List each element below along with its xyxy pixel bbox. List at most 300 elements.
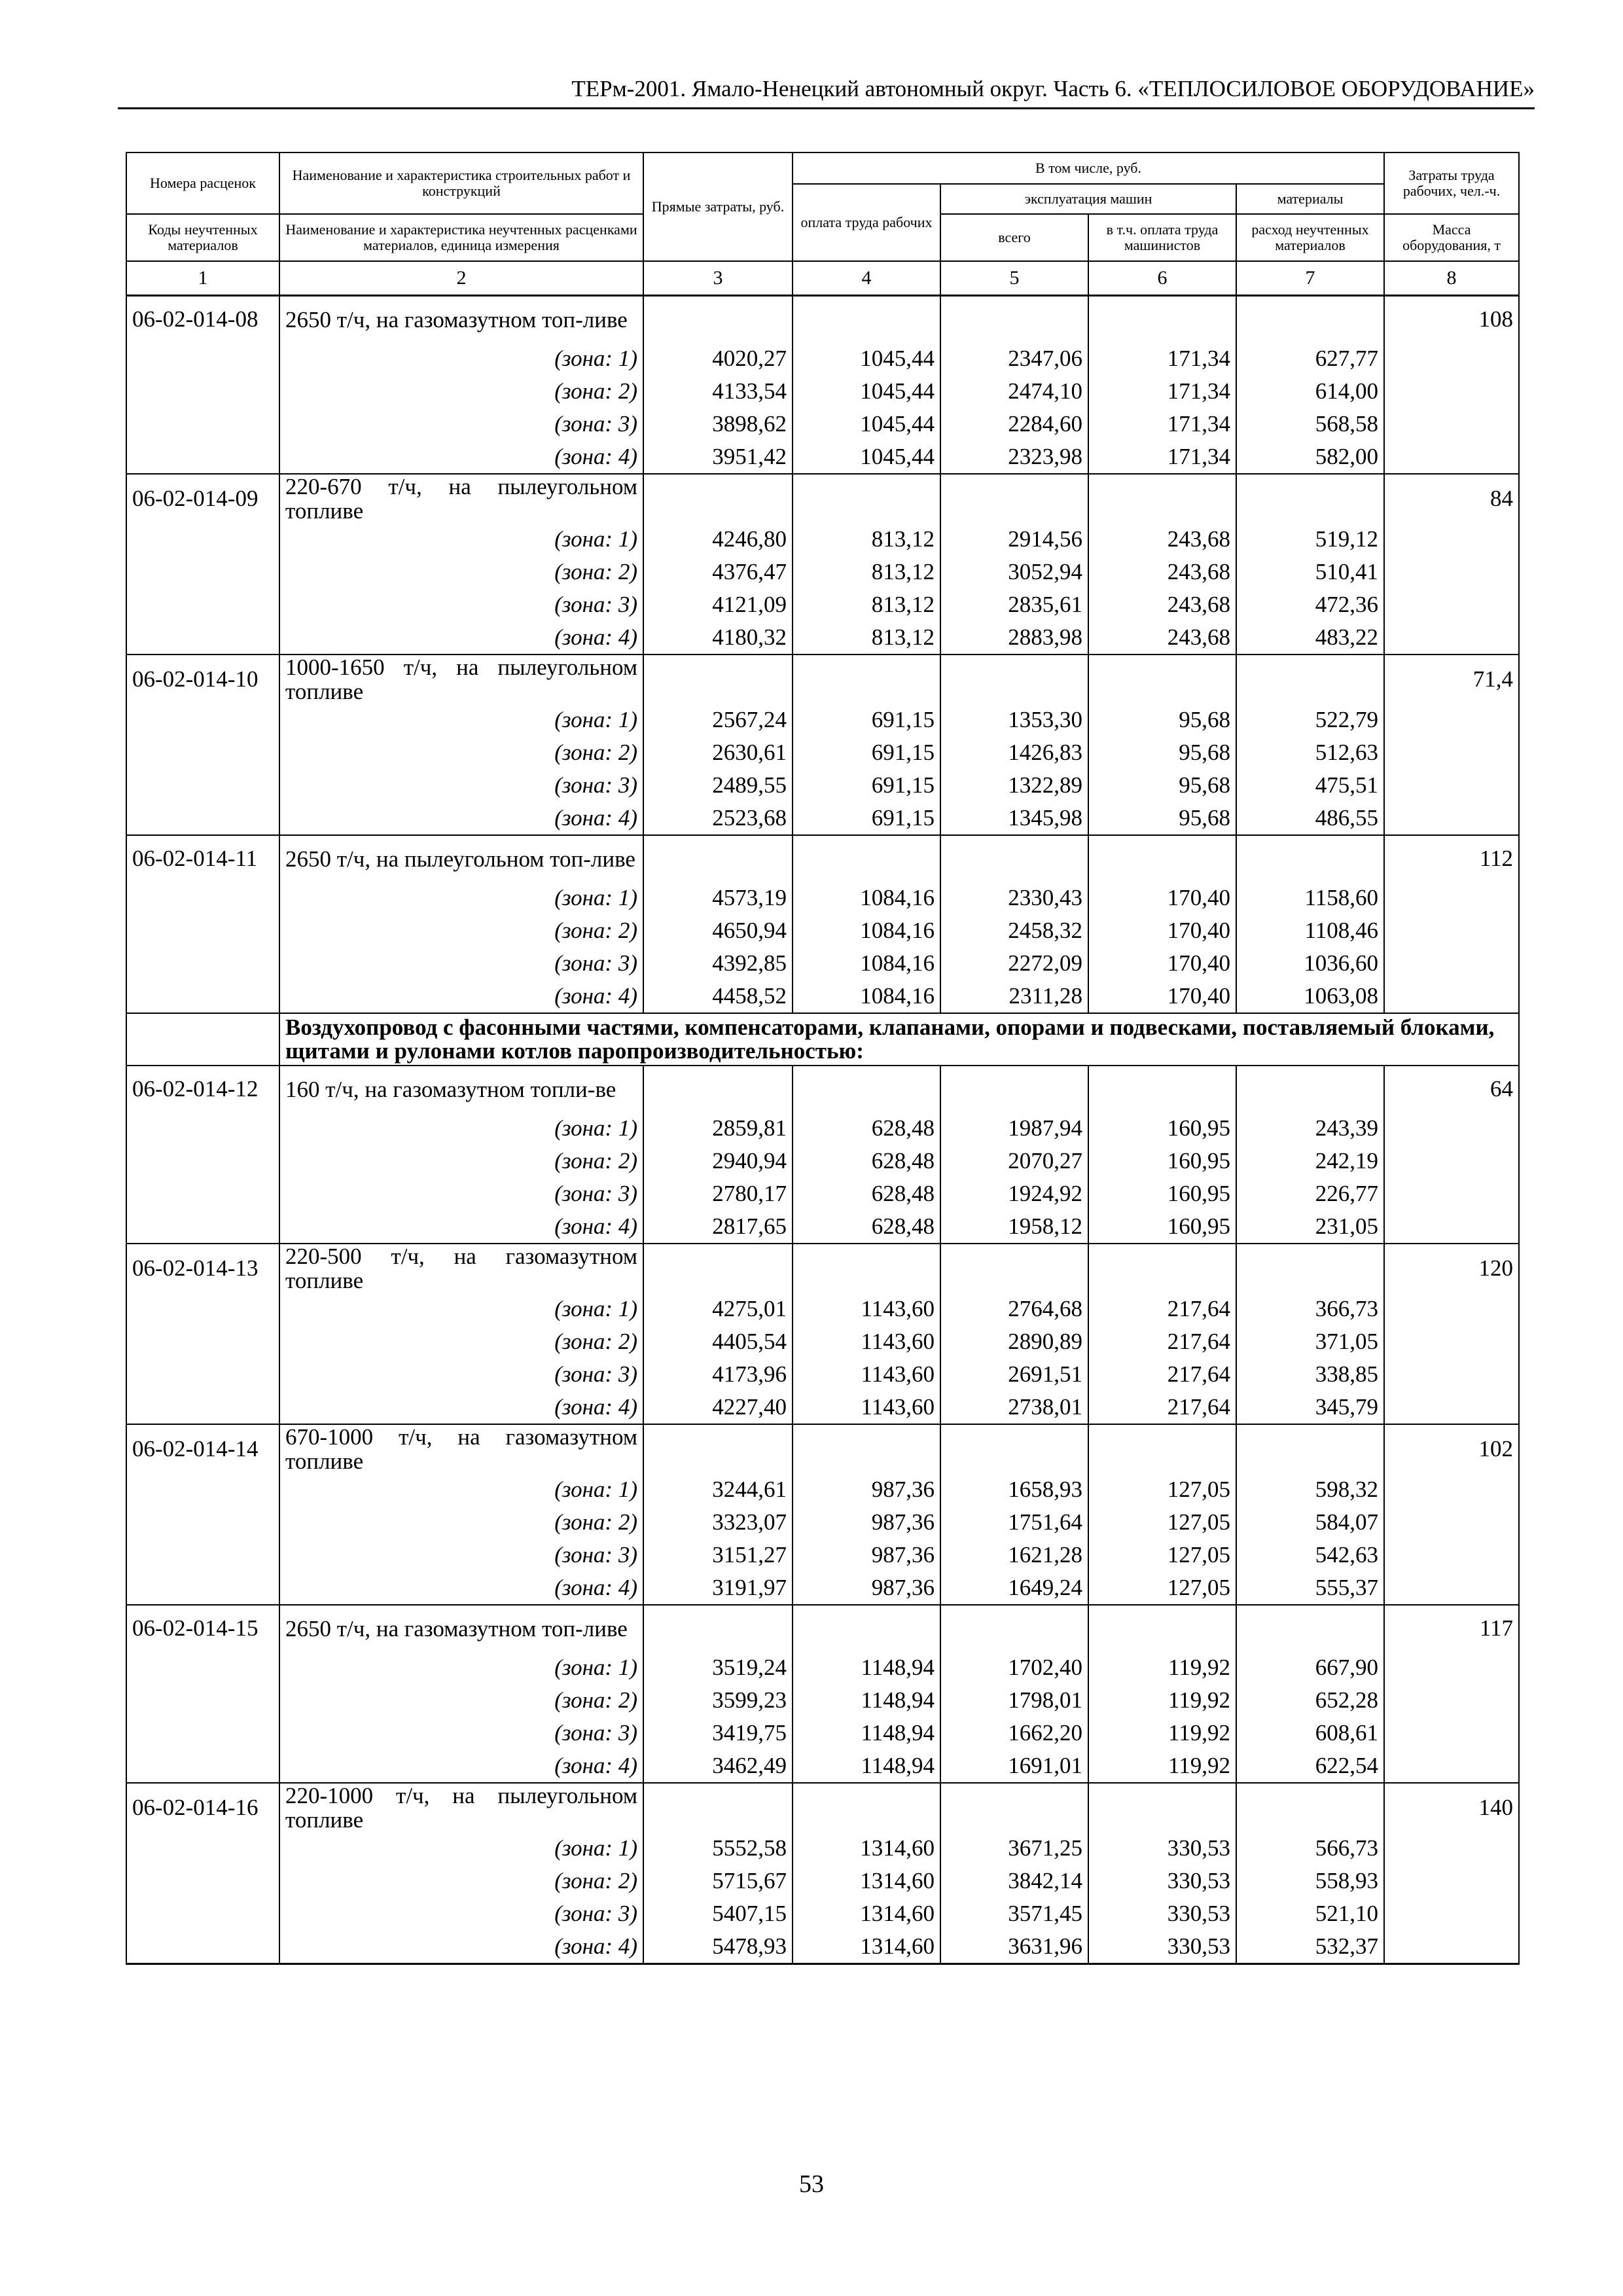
worker-pay-value: 987,36 (793, 1539, 940, 1571)
direct-costs-value: 5552,58 (643, 1832, 793, 1865)
zone-label: (зона: 3) (279, 1539, 643, 1571)
zone-label: (зона: 1) (279, 1293, 643, 1325)
worker-pay-value: 1084,16 (793, 980, 940, 1013)
machinist-pay-value: 160,95 (1088, 1145, 1236, 1177)
worker-pay-value: 1045,44 (793, 375, 940, 408)
rate-group-title-row (126, 1605, 1519, 1651)
zone-label: (зона: 3) (279, 947, 643, 980)
direct-costs-value: 3151,27 (643, 1539, 793, 1571)
worker-pay-value: 1084,16 (793, 947, 940, 980)
worker-pay-value: 628,48 (793, 1210, 940, 1244)
worker-pay-value: 1314,60 (793, 1832, 940, 1865)
empty-cell (1236, 474, 1384, 523)
zone-label: (зона: 4) (279, 980, 643, 1013)
empty-cell (126, 1112, 279, 1145)
empty-cell (1236, 1424, 1384, 1473)
empty-cell (1384, 375, 1519, 408)
zone-row (126, 1717, 1519, 1749)
machinist-pay-value: 127,05 (1088, 1506, 1236, 1539)
empty-cell (793, 1605, 940, 1651)
empty-cell (1384, 1651, 1519, 1684)
zone-row (126, 588, 1519, 621)
worker-pay-value: 813,12 (793, 588, 940, 621)
zone-label: (зона: 2) (279, 736, 643, 769)
empty-cell (1088, 1605, 1236, 1651)
rate-code: 06-02-014-15 (126, 1605, 279, 1651)
materials-value: 582,00 (1236, 440, 1384, 474)
worker-pay-value: 691,15 (793, 802, 940, 835)
direct-costs-value: 4573,19 (643, 882, 793, 914)
materials-value: 510,41 (1236, 556, 1384, 588)
empty-cell (126, 736, 279, 769)
machinist-pay-value: 119,92 (1088, 1684, 1236, 1717)
direct-costs-value: 4458,52 (643, 980, 793, 1013)
machinist-pay-value: 330,53 (1088, 1897, 1236, 1930)
machinist-pay-value: 243,68 (1088, 523, 1236, 556)
rate-code: 06-02-014-11 (126, 835, 279, 882)
machinist-pay-value: 95,68 (1088, 802, 1236, 835)
worker-pay-value: 987,36 (793, 1506, 940, 1539)
worker-pay-value: 1143,60 (793, 1325, 940, 1358)
machines-total-value: 1924,92 (940, 1177, 1088, 1210)
materials-value: 472,36 (1236, 588, 1384, 621)
materials-value: 532,37 (1236, 1930, 1384, 1964)
worker-pay-value: 691,15 (793, 736, 940, 769)
column-number: 4 (793, 261, 940, 296)
empty-cell (1384, 704, 1519, 736)
materials-value: 1108,46 (1236, 914, 1384, 947)
materials-value: 243,39 (1236, 1112, 1384, 1145)
zone-row (126, 1749, 1519, 1783)
rate-code: 06-02-014-14 (126, 1424, 279, 1473)
zone-row (126, 1112, 1519, 1145)
machines-total-value: 1345,98 (940, 802, 1088, 835)
direct-costs-value: 4275,01 (643, 1293, 793, 1325)
direct-costs-value: 3951,42 (643, 440, 793, 474)
rate-name: 220-1000 т/ч, на пылеугольном топливе (279, 1783, 643, 1832)
direct-costs-value: 3419,75 (643, 1717, 793, 1749)
empty-cell (1384, 914, 1519, 947)
zone-row (126, 947, 1519, 980)
machines-total-value: 1322,89 (940, 769, 1088, 802)
zone-row (126, 1571, 1519, 1605)
worker-pay-value: 813,12 (793, 556, 940, 588)
zone-label: (зона: 2) (279, 556, 643, 588)
column-numbers-row (126, 261, 1519, 296)
materials-value: 627,77 (1236, 342, 1384, 375)
zone-row (126, 523, 1519, 556)
zone-row (126, 556, 1519, 588)
worker-pay-value: 1143,60 (793, 1391, 940, 1424)
empty-cell (940, 655, 1088, 704)
machines-total-value: 2070,27 (940, 1145, 1088, 1177)
header-work-name: Наименование и характеристика строительных работ и конструкций (279, 152, 643, 214)
materials-value: 521,10 (1236, 1897, 1384, 1930)
empty-cell (126, 769, 279, 802)
empty-cell (1384, 1930, 1519, 1964)
empty-cell (1384, 523, 1519, 556)
direct-costs-value: 2859,81 (643, 1112, 793, 1145)
empty-cell (1236, 296, 1384, 343)
worker-pay-value: 1314,60 (793, 1897, 940, 1930)
materials-value: 1063,08 (1236, 980, 1384, 1013)
empty-cell (126, 1832, 279, 1865)
materials-value: 522,79 (1236, 704, 1384, 736)
materials-value: 568,58 (1236, 408, 1384, 440)
column-number: 1 (126, 261, 279, 296)
zone-label: (зона: 2) (279, 1684, 643, 1717)
zone-label: (зона: 4) (279, 1210, 643, 1244)
machines-total-value: 1751,64 (940, 1506, 1088, 1539)
worker-pay-value: 1148,94 (793, 1749, 940, 1783)
zone-row (126, 882, 1519, 914)
empty-cell (1088, 1783, 1236, 1832)
zone-label: (зона: 4) (279, 440, 643, 474)
direct-costs-value: 3599,23 (643, 1684, 793, 1717)
machinist-pay-value: 160,95 (1088, 1177, 1236, 1210)
direct-costs-value: 2817,65 (643, 1210, 793, 1244)
zone-row (126, 1930, 1519, 1964)
direct-costs-value: 2489,55 (643, 769, 793, 802)
empty-cell (126, 882, 279, 914)
direct-costs-value: 4246,80 (643, 523, 793, 556)
machinist-pay-value: 127,05 (1088, 1539, 1236, 1571)
rate-group-title-row (126, 835, 1519, 882)
empty-cell (1384, 769, 1519, 802)
worker-pay-value: 628,48 (793, 1177, 940, 1210)
rate-group-title-row (126, 1244, 1519, 1293)
worker-pay-value: 1143,60 (793, 1358, 940, 1391)
empty-cell (793, 474, 940, 523)
materials-value: 652,28 (1236, 1684, 1384, 1717)
direct-costs-value: 4180,32 (643, 621, 793, 655)
machinist-pay-value: 170,40 (1088, 947, 1236, 980)
column-number: 7 (1236, 261, 1384, 296)
rate-code: 06-02-014-10 (126, 655, 279, 704)
worker-pay-value: 813,12 (793, 523, 940, 556)
machinist-pay-value: 217,64 (1088, 1325, 1236, 1358)
empty-cell (940, 1244, 1088, 1293)
worker-pay-value: 1314,60 (793, 1865, 940, 1897)
empty-cell (643, 474, 793, 523)
direct-costs-value: 3191,97 (643, 1571, 793, 1605)
empty-cell (1384, 1325, 1519, 1358)
zone-row (126, 1865, 1519, 1897)
materials-value: 542,63 (1236, 1539, 1384, 1571)
zone-label: (зона: 4) (279, 1391, 643, 1424)
machines-total-value: 1353,30 (940, 704, 1088, 736)
empty-cell (126, 556, 279, 588)
zone-label: (зона: 2) (279, 375, 643, 408)
zone-label: (зона: 3) (279, 588, 643, 621)
empty-cell (643, 1783, 793, 1832)
empty-cell (126, 980, 279, 1013)
machines-total-value: 1426,83 (940, 736, 1088, 769)
machinist-pay-value: 119,92 (1088, 1749, 1236, 1783)
machinist-pay-value: 119,92 (1088, 1651, 1236, 1684)
header-machinist-pay: в т.ч. оплата труда машинистов (1088, 214, 1236, 261)
empty-cell (940, 474, 1088, 523)
labor-costs: 117 (1384, 1605, 1519, 1651)
machines-total-value: 2284,60 (940, 408, 1088, 440)
machines-total-value: 2311,28 (940, 980, 1088, 1013)
empty-cell (1384, 440, 1519, 474)
empty-cell (1088, 1066, 1236, 1112)
zone-label: (зона: 1) (279, 1651, 643, 1684)
materials-value: 598,32 (1236, 1473, 1384, 1506)
zone-label: (зона: 1) (279, 1112, 643, 1145)
header-labor-costs: Затраты труда рабочих, чел.-ч. (1384, 152, 1519, 214)
zone-row (126, 1506, 1519, 1539)
machines-total-value: 2764,68 (940, 1293, 1088, 1325)
machinist-pay-value: 95,68 (1088, 704, 1236, 736)
zone-label: (зона: 2) (279, 1506, 643, 1539)
column-number: 2 (279, 261, 643, 296)
column-number: 3 (643, 261, 793, 296)
empty-cell (126, 1473, 279, 1506)
empty-cell (1384, 1358, 1519, 1391)
machines-total-value: 2890,89 (940, 1325, 1088, 1358)
empty-cell (1384, 1832, 1519, 1865)
empty-cell (1384, 1473, 1519, 1506)
machines-total-value: 1621,28 (940, 1539, 1088, 1571)
zone-label: (зона: 1) (279, 1473, 643, 1506)
machines-total-value: 2347,06 (940, 342, 1088, 375)
direct-costs-value: 4405,54 (643, 1325, 793, 1358)
empty-cell (940, 1066, 1088, 1112)
empty-cell (1384, 1293, 1519, 1325)
zone-label: (зона: 3) (279, 1897, 643, 1930)
machinist-pay-value: 330,53 (1088, 1865, 1236, 1897)
zone-row (126, 1210, 1519, 1244)
zone-label: (зона: 2) (279, 1325, 643, 1358)
running-header (118, 75, 1535, 109)
rate-name: 220-500 т/ч, на газомазутном топливе (279, 1244, 643, 1293)
labor-costs: 84 (1384, 474, 1519, 523)
direct-costs-value: 4650,94 (643, 914, 793, 947)
zone-row (126, 440, 1519, 474)
empty-cell (793, 1244, 940, 1293)
materials-value: 555,37 (1236, 1571, 1384, 1605)
worker-pay-value: 1148,94 (793, 1684, 940, 1717)
empty-cell (126, 1325, 279, 1358)
direct-costs-value: 3244,61 (643, 1473, 793, 1506)
zone-label: (зона: 1) (279, 704, 643, 736)
direct-costs-value: 2630,61 (643, 736, 793, 769)
machines-total-value: 3631,96 (940, 1930, 1088, 1964)
empty-cell (126, 408, 279, 440)
empty-cell (1384, 736, 1519, 769)
materials-value: 667,90 (1236, 1651, 1384, 1684)
direct-costs-value: 2940,94 (643, 1145, 793, 1177)
labor-costs: 64 (1384, 1066, 1519, 1112)
machinist-pay-value: 95,68 (1088, 769, 1236, 802)
materials-value: 226,77 (1236, 1177, 1384, 1210)
zone-label: (зона: 4) (279, 802, 643, 835)
empty-cell (643, 1244, 793, 1293)
zone-row (126, 1358, 1519, 1391)
empty-cell (1236, 1244, 1384, 1293)
materials-value: 371,05 (1236, 1325, 1384, 1358)
empty-cell (126, 1506, 279, 1539)
header-including: В том числе, руб. (793, 152, 1384, 184)
materials-value: 614,00 (1236, 375, 1384, 408)
zone-row (126, 802, 1519, 835)
machinist-pay-value: 170,40 (1088, 882, 1236, 914)
machines-total-value: 1662,20 (940, 1717, 1088, 1749)
machines-total-value: 2458,32 (940, 914, 1088, 947)
empty-cell (126, 1539, 279, 1571)
rate-code: 06-02-014-08 (126, 296, 279, 343)
empty-cell (643, 835, 793, 882)
empty-cell (126, 1145, 279, 1177)
materials-value: 345,79 (1236, 1391, 1384, 1424)
worker-pay-value: 987,36 (793, 1571, 940, 1605)
header-worker-pay: оплата труда рабочих (793, 184, 940, 261)
column-number: 6 (1088, 261, 1236, 296)
empty-cell (1384, 1391, 1519, 1424)
machines-total-value: 2738,01 (940, 1391, 1088, 1424)
machinist-pay-value: 171,34 (1088, 342, 1236, 375)
empty-cell (1088, 1244, 1236, 1293)
materials-value: 231,05 (1236, 1210, 1384, 1244)
header-material-codes: Коды неучтенных материалов (126, 214, 279, 261)
zone-row (126, 375, 1519, 408)
materials-value: 475,51 (1236, 769, 1384, 802)
zone-label: (зона: 3) (279, 1717, 643, 1749)
materials-value: 512,63 (1236, 736, 1384, 769)
empty-cell (126, 1749, 279, 1783)
machinist-pay-value: 160,95 (1088, 1112, 1236, 1145)
materials-value: 608,61 (1236, 1717, 1384, 1749)
empty-cell (940, 1605, 1088, 1651)
machinist-pay-value: 330,53 (1088, 1832, 1236, 1865)
empty-cell (126, 802, 279, 835)
zone-label: (зона: 1) (279, 523, 643, 556)
empty-cell (126, 1930, 279, 1964)
empty-cell (126, 621, 279, 655)
empty-cell (1384, 342, 1519, 375)
machinist-pay-value: 171,34 (1088, 408, 1236, 440)
empty-cell (1384, 1145, 1519, 1177)
rates-table (126, 152, 1520, 1965)
column-number: 5 (940, 261, 1088, 296)
worker-pay-value: 813,12 (793, 621, 940, 655)
materials-value: 366,73 (1236, 1293, 1384, 1325)
empty-cell (1088, 296, 1236, 343)
empty-cell (940, 1424, 1088, 1473)
zone-row (126, 342, 1519, 375)
empty-cell (793, 1424, 940, 1473)
zone-row (126, 1651, 1519, 1684)
empty-cell (1236, 655, 1384, 704)
materials-value: 483,22 (1236, 621, 1384, 655)
empty-cell (1384, 802, 1519, 835)
empty-cell (1384, 556, 1519, 588)
machinist-pay-value: 243,68 (1088, 556, 1236, 588)
zone-row (126, 914, 1519, 947)
worker-pay-value: 1045,44 (793, 342, 940, 375)
rate-name: 1000-1650 т/ч, на пылеугольном топливе (279, 655, 643, 704)
header-direct-costs: Прямые затраты, руб. (643, 152, 793, 261)
worker-pay-value: 987,36 (793, 1473, 940, 1506)
machinist-pay-value: 95,68 (1088, 736, 1236, 769)
empty-cell (1384, 408, 1519, 440)
empty-cell (126, 1013, 279, 1066)
column-number: 8 (1384, 261, 1519, 296)
zone-label: (зона: 2) (279, 1145, 643, 1177)
labor-costs: 108 (1384, 296, 1519, 343)
direct-costs-value: 5715,67 (643, 1865, 793, 1897)
empty-cell (126, 1177, 279, 1210)
direct-costs-value: 4020,27 (643, 342, 793, 375)
empty-cell (1384, 882, 1519, 914)
machinist-pay-value: 170,40 (1088, 980, 1236, 1013)
zone-row (126, 1325, 1519, 1358)
empty-cell (126, 1293, 279, 1325)
header-row-top (126, 152, 1519, 184)
worker-pay-value: 1084,16 (793, 882, 940, 914)
zone-row (126, 1391, 1519, 1424)
direct-costs-value: 4133,54 (643, 375, 793, 408)
direct-costs-value: 5407,15 (643, 1897, 793, 1930)
rate-name: 160 т/ч, на газомазутном топли-ве (279, 1066, 643, 1112)
header-machine-operation: эксплуатация машин (940, 184, 1236, 214)
materials-value: 622,54 (1236, 1749, 1384, 1783)
machinist-pay-value: 217,64 (1088, 1358, 1236, 1391)
zone-label: (зона: 4) (279, 621, 643, 655)
empty-cell (1088, 835, 1236, 882)
zone-row (126, 1897, 1519, 1930)
worker-pay-value: 1045,44 (793, 408, 940, 440)
rate-name: 2650 т/ч, на пылеугольном топ-ливе (279, 835, 643, 882)
empty-cell (793, 1783, 940, 1832)
empty-cell (1384, 1717, 1519, 1749)
worker-pay-value: 628,48 (793, 1112, 940, 1145)
rate-code: 06-02-014-12 (126, 1066, 279, 1112)
machinist-pay-value: 171,34 (1088, 375, 1236, 408)
zone-label: (зона: 2) (279, 914, 643, 947)
rate-name: 2650 т/ч, на газомазутном топ-ливе (279, 296, 643, 343)
rate-code: 06-02-014-09 (126, 474, 279, 523)
empty-cell (126, 704, 279, 736)
empty-cell (1384, 1506, 1519, 1539)
machines-total-value: 2330,43 (940, 882, 1088, 914)
page-number: 53 (799, 2170, 824, 2198)
direct-costs-value: 5478,93 (643, 1930, 793, 1964)
machinist-pay-value: 243,68 (1088, 588, 1236, 621)
materials-value: 519,12 (1236, 523, 1384, 556)
worker-pay-value: 1143,60 (793, 1293, 940, 1325)
empty-cell (1088, 474, 1236, 523)
machinist-pay-value: 217,64 (1088, 1391, 1236, 1424)
labor-costs: 120 (1384, 1244, 1519, 1293)
zone-label: (зона: 4) (279, 1930, 643, 1964)
machinist-pay-value: 243,68 (1088, 621, 1236, 655)
empty-cell (1088, 655, 1236, 704)
direct-costs-value: 4173,96 (643, 1358, 793, 1391)
empty-cell (1384, 947, 1519, 980)
direct-costs-value: 4121,09 (643, 588, 793, 621)
materials-value: 1158,60 (1236, 882, 1384, 914)
zone-row (126, 621, 1519, 655)
materials-value: 584,07 (1236, 1506, 1384, 1539)
machinist-pay-value: 217,64 (1088, 1293, 1236, 1325)
machines-total-value: 2691,51 (940, 1358, 1088, 1391)
worker-pay-value: 1148,94 (793, 1651, 940, 1684)
machinist-pay-value: 127,05 (1088, 1473, 1236, 1506)
empty-cell (1236, 835, 1384, 882)
